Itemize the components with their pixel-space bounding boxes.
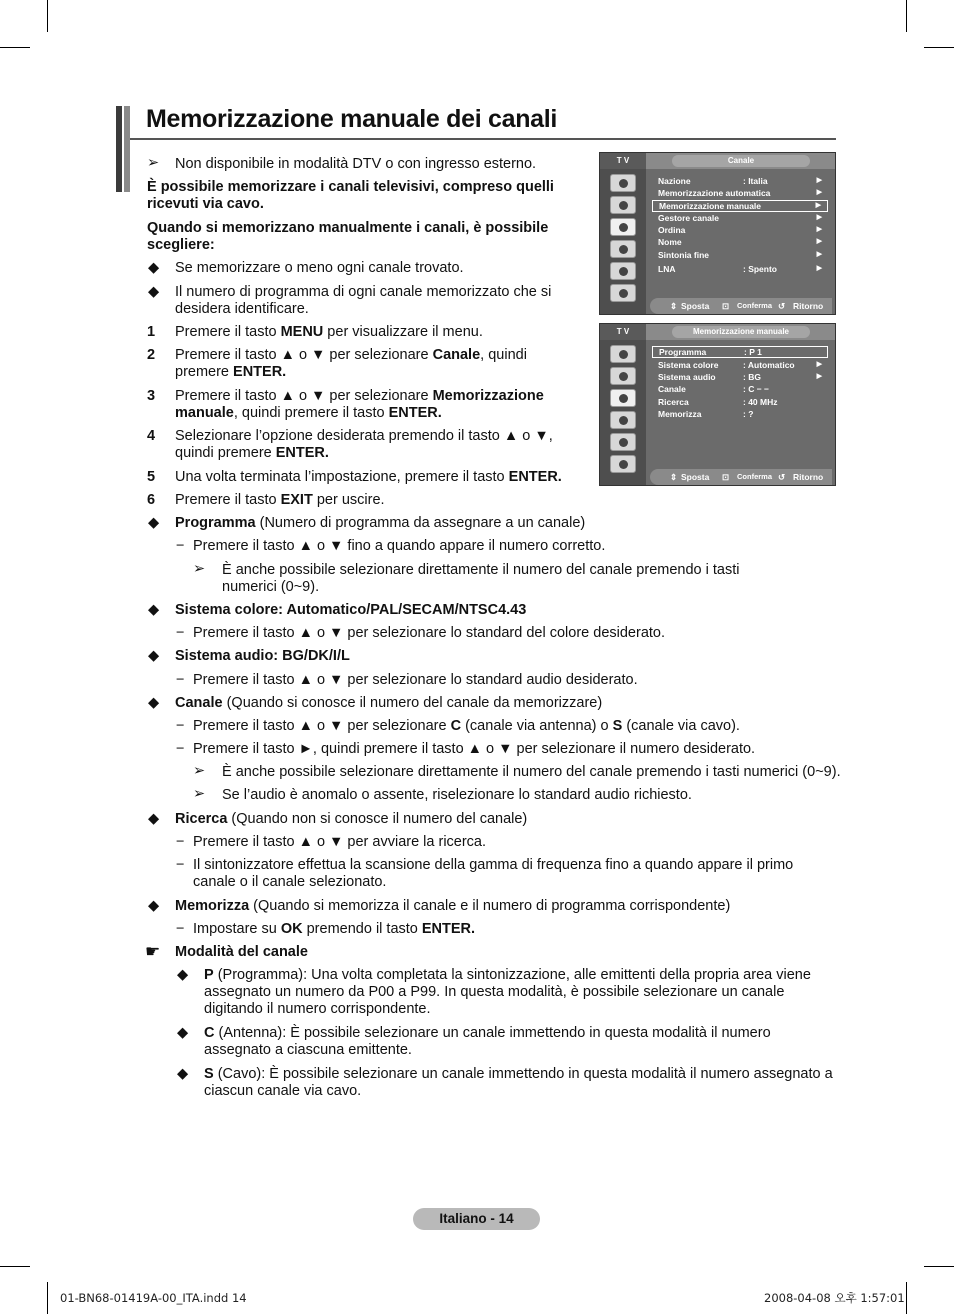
osd-tv-label: T V xyxy=(600,153,646,169)
option-note: Se l’audio è anomalo o assente, riselezionare lo standard audio richiesto. xyxy=(222,787,692,803)
page-title: Memorizzazione manuale dei canali xyxy=(146,105,558,133)
dash-bullet: − xyxy=(176,834,185,850)
osd-row: Sistema colore : Automatico ▶ xyxy=(658,360,822,370)
note-dtv: Non disponibile in modalità DTV o con ingresso esterno. xyxy=(175,156,537,172)
step-text: Premere il tasto MENU per visualizzare il menu. xyxy=(175,324,483,340)
crop-mark xyxy=(906,0,907,32)
crop-mark xyxy=(906,1282,907,1314)
option-detail: Premere il tasto ►, quindi premere il tasto ▲ o ▼ per selezionare il numero desiderato. xyxy=(193,741,756,757)
mode-c: C (Antenna): È possibile selezionare un canale immettendo in questa modalità il numero assegnato a ciascuna emittente. xyxy=(204,1025,771,1058)
diamond-bullet-icon: ◆ xyxy=(177,1025,189,1041)
step-text: Una volta terminata l’impostazione, premere il tasto ENTER. xyxy=(175,469,562,485)
step-text: Premere il tasto EXIT per uscire. xyxy=(175,492,385,508)
osd-row: Memorizza : ? xyxy=(658,409,754,419)
osd-footer-move: Sposta xyxy=(681,301,710,311)
osd-footer-move: Sposta xyxy=(681,472,710,482)
step-number: 4 xyxy=(147,428,156,444)
return-icon: ↺ xyxy=(778,472,786,482)
diamond-bullet-icon: ◆ xyxy=(177,967,189,983)
osd-sidebar xyxy=(600,169,646,314)
osd-row-selected: Memorizzazione manuale ▶ xyxy=(652,200,828,212)
channel-icon xyxy=(610,389,636,407)
picture-icon xyxy=(610,345,636,363)
step-text: Premere il tasto ▲ o ▼ per selezionare Memorizzazione manuale, quindi premere il tasto ENTER. xyxy=(175,388,544,421)
sound-icon xyxy=(610,367,636,385)
osd-header: Memorizzazione manuale xyxy=(672,326,810,338)
digital-icon xyxy=(610,284,636,302)
picture-icon xyxy=(610,174,636,192)
return-icon: ↺ xyxy=(778,301,786,311)
option-detail: Il sintonizzatore effettua la scansione della gamma di frequenza fino a quando appare il primo canale o il canale selezionato. xyxy=(193,857,794,890)
mode-p: P (Programma): Una volta completata la sintonizzazione, alle emittenti della propria area viene assegnato un numero da P00 a P99. In questa modalità, è possibile selezionare un canale digitando il numero corrispondente. xyxy=(204,967,811,1017)
choice-item: Il numero di programma di ogni canale memorizzato che si desidera identificare. xyxy=(175,284,552,317)
dash-bullet: − xyxy=(176,538,185,554)
choice-item: Se memorizzare o meno ogni canale trovato. xyxy=(175,260,464,276)
step-number: 2 xyxy=(147,347,156,363)
page-number-badge: Italiano - 14 xyxy=(413,1208,540,1230)
pointing-hand-icon: ☛ xyxy=(145,942,161,961)
title-accent-bar xyxy=(116,106,122,192)
osd-row: Sintonia fine ▶ xyxy=(658,250,822,260)
title-accent-bar xyxy=(124,106,130,192)
osd-row: Nazione : Italia ▶ xyxy=(658,176,822,186)
dash-bullet: − xyxy=(176,672,185,688)
intro-text: È possibile memorizzare i canali televisivi, compreso quelli ricevuti via cavo. xyxy=(147,179,554,212)
option-detail: Impostare su OK premendo il tasto ENTER. xyxy=(193,921,476,937)
note-arrow-icon: ➢ xyxy=(193,763,206,779)
osd-manual-menu xyxy=(599,323,836,486)
choose-text: Quando si memorizzano manualmente i canali, è possibile scegliere: xyxy=(147,220,549,253)
osd-footer-back: Ritorno xyxy=(793,472,824,482)
enter-icon: ⊡ xyxy=(722,472,730,482)
dash-bullet: − xyxy=(176,741,185,757)
channel-icon xyxy=(610,218,636,236)
footer-date: 2008-04-08 오후 1:57:01 xyxy=(764,1291,905,1305)
option-audio: Sistema audio: BG/DK/I/L xyxy=(175,648,350,664)
option-detail: Premere il tasto ▲ o ▼ fino a quando appare il numero corretto. xyxy=(193,538,606,554)
step-text: Premere il tasto ▲ o ▼ per selezionare Canale, quindi premere ENTER. xyxy=(175,347,527,380)
enter-icon: ⊡ xyxy=(722,301,730,311)
crop-mark xyxy=(924,1266,954,1267)
option-detail: Premere il tasto ▲ o ▼ per selezionare lo standard audio desiderato. xyxy=(193,672,638,688)
diamond-bullet-icon: ◆ xyxy=(177,1066,189,1082)
diamond-bullet-icon: ◆ xyxy=(148,602,160,618)
option-memorizza: Memorizza (Quando si memorizza il canale e il numero di programma corrispondente) xyxy=(175,898,731,914)
crop-mark xyxy=(0,1266,30,1267)
osd-row: Sistema audio : BG ▶ xyxy=(658,372,822,382)
footer-file: 01-BN68-01419A-00_ITA.indd 14 xyxy=(60,1291,247,1305)
dash-bullet: − xyxy=(176,857,185,873)
option-ricerca: Ricerca (Quando non si conosce il numero del canale) xyxy=(175,811,528,827)
dash-bullet: − xyxy=(176,921,185,937)
option-canale: Canale (Quando si conosce il numero del canale da memorizzare) xyxy=(175,695,603,711)
option-detail: Premere il tasto ▲ o ▼ per avviare la ricerca. xyxy=(193,834,487,850)
step-number: 3 xyxy=(147,388,156,404)
step-number: 1 xyxy=(147,324,156,340)
osd-row-selected: Programma : P 1 xyxy=(652,346,828,358)
modalita-heading: Modalità del canale xyxy=(175,944,308,960)
osd-footer xyxy=(650,469,832,485)
option-note: È anche possibile selezionare direttamente il numero del canale premendo i tasti numerici (0~9). xyxy=(222,562,740,595)
mode-s: S (Cavo): È possibile selezionare un canale immettendo in questa modalità il numero assegnato a ciascun canale via cavo. xyxy=(204,1066,833,1099)
step-text: Selezionare l’opzione desiderata premendo il tasto ▲ o ▼, quindi premere ENTER. xyxy=(175,428,553,461)
option-programma: Programma (Numero di programma da assegnare a un canale) xyxy=(175,515,586,531)
note-arrow-icon: ➢ xyxy=(193,786,206,802)
option-colore: Sistema colore: Automatico/PAL/SECAM/NTSC4.43 xyxy=(175,602,527,618)
diamond-bullet-icon: ◆ xyxy=(148,695,160,711)
updown-icon: ⇕ xyxy=(670,301,678,311)
diamond-bullet-icon: ◆ xyxy=(148,515,160,531)
digital-icon xyxy=(610,455,636,473)
osd-footer-confirm: Conferma xyxy=(737,301,773,310)
osd-footer xyxy=(650,298,832,314)
crop-mark xyxy=(47,0,48,32)
crop-mark xyxy=(47,1282,48,1314)
diamond-bullet-icon: ◆ xyxy=(148,284,160,300)
step-number: 6 xyxy=(147,492,156,508)
osd-tv-label: T V xyxy=(600,324,646,340)
diamond-bullet-icon: ◆ xyxy=(148,260,160,276)
dash-bullet: − xyxy=(176,625,185,641)
osd-row: LNA : Spento ▶ xyxy=(658,264,822,274)
option-detail: Premere il tasto ▲ o ▼ per selezionare C (canale via antenna) o S (canale via cavo). xyxy=(193,718,740,734)
input-icon xyxy=(610,262,636,280)
osd-row: Gestore canale ▶ xyxy=(658,213,822,223)
setup-icon xyxy=(610,240,636,258)
osd-footer-back: Ritorno xyxy=(793,301,824,311)
input-icon xyxy=(610,433,636,451)
diamond-bullet-icon: ◆ xyxy=(148,811,160,827)
note-arrow-icon: ➢ xyxy=(147,155,160,171)
osd-row: Ordina ▶ xyxy=(658,225,822,235)
setup-icon xyxy=(610,411,636,429)
osd-footer-confirm: Conferma xyxy=(737,472,773,481)
diamond-bullet-icon: ◆ xyxy=(148,648,160,664)
osd-row: Memorizzazione automatica ▶ xyxy=(658,188,822,198)
diamond-bullet-icon: ◆ xyxy=(148,898,160,914)
crop-mark xyxy=(924,47,954,48)
osd-canale-menu xyxy=(599,152,836,315)
sound-icon xyxy=(610,196,636,214)
osd-row: Ricerca : 40 MHz xyxy=(658,397,778,407)
osd-sidebar xyxy=(600,340,646,485)
osd-row: Nome ▶ xyxy=(658,237,822,247)
osd-row: Canale : C − − xyxy=(658,384,769,394)
note-arrow-icon: ➢ xyxy=(193,561,206,577)
updown-icon: ⇕ xyxy=(670,472,678,482)
osd-header: Canale xyxy=(672,155,810,167)
step-number: 5 xyxy=(147,469,156,485)
option-detail: Premere il tasto ▲ o ▼ per selezionare lo standard del colore desiderato. xyxy=(193,625,666,641)
option-note: È anche possibile selezionare direttamente il numero del canale premendo i tasti numerici (0~9). xyxy=(222,764,841,780)
dash-bullet: − xyxy=(176,718,185,734)
crop-mark xyxy=(0,47,30,48)
title-rule xyxy=(130,138,836,140)
